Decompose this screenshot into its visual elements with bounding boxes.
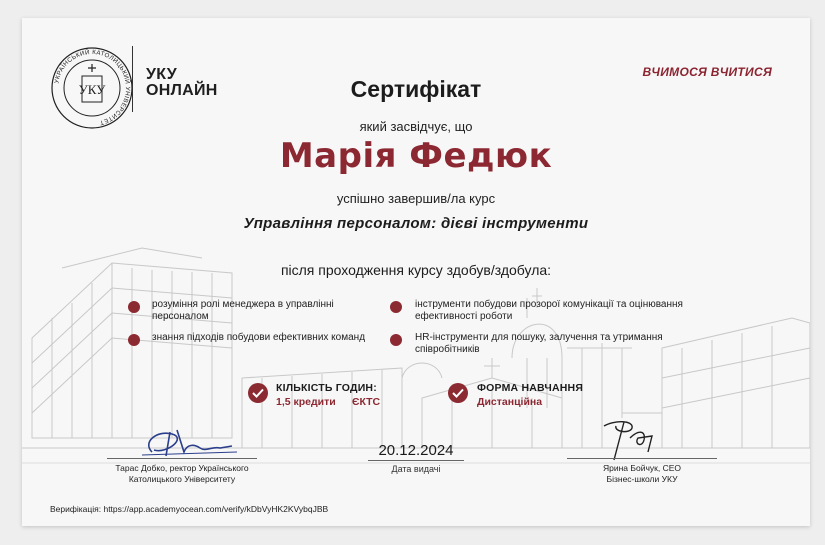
ceo-signature [594,416,664,462]
skill-item: HR-інструменти для пошуку, залучення та утримання співробітників [415,332,663,355]
skill-item: знання підходів побудови ефективних команд [152,332,366,343]
rector-caption-line-1: Тарас Добко, ректор Українського [115,463,249,473]
issue-date: 20.12.2024 [378,442,454,459]
brand-line-2: ОНЛАЙН [146,82,218,99]
check-icon [448,383,468,403]
svg-text:УКУ: УКУ [78,82,106,97]
form-label: ФОРМА НАВЧАННЯ [477,382,584,394]
certificate-subtitle: який засвідчує, що [359,119,473,134]
check-icon [248,383,268,403]
completed-text: успішно завершив/ла курс [336,191,496,206]
bullet-icon [390,301,402,313]
bullet-icon [128,301,140,313]
certificate-title: Сертифікат [350,76,482,102]
svg-text:УКРАЇНСЬКИЙ КАТОЛИЦЬКИЙ УНІВЕР: УКРАЇНСЬКИЙ КАТОЛИЦЬКИЙ УНІВЕРСИТЕТ [53,48,132,127]
date-line [368,460,464,461]
motto: ВЧИМОСЯ ВЧИТИСЯ [642,65,772,79]
form-value: Дистанційна [477,396,543,408]
certificate-card [22,18,810,526]
brand-line-1: УКУ [146,66,177,83]
ceo-caption [542,463,742,485]
signature-line [567,458,717,459]
issue-date-label: Дата видачі [391,464,441,474]
verification-link[interactable]: Верифікація: https://app.academyocean.com/verify/kDbVyHK2KVybqJBB [50,504,329,514]
ceo-caption-line-2: Бізнес-школи УКУ [606,474,678,484]
recipient-name: Марія Федюк [279,136,553,176]
course-title: Управління персоналом: дієві інструменти [243,215,589,232]
rector-caption [82,463,282,485]
bullet-icon [390,334,402,346]
hours-unit: ЄКТС [352,396,381,408]
bullet-icon [128,334,140,346]
rector-signature [132,422,242,462]
skill-item: розуміння ролі менеджера в управлінні персоналом [152,299,334,322]
signature-line [107,458,257,459]
hours-value: 1,5 кредити [276,396,336,408]
skill-item: інструменти побудови прозорої комунікації та оцінювання ефективності роботи [415,299,683,322]
ceo-caption-line-1: Ярина Бойчук, CEO [603,463,681,473]
outcomes-heading: після проходження курсу здобув/здобула: [280,262,552,278]
rector-caption-line-2: Католицького Університету [128,474,236,484]
hours-label: КІЛЬКІСТЬ ГОДИН: [276,382,377,394]
